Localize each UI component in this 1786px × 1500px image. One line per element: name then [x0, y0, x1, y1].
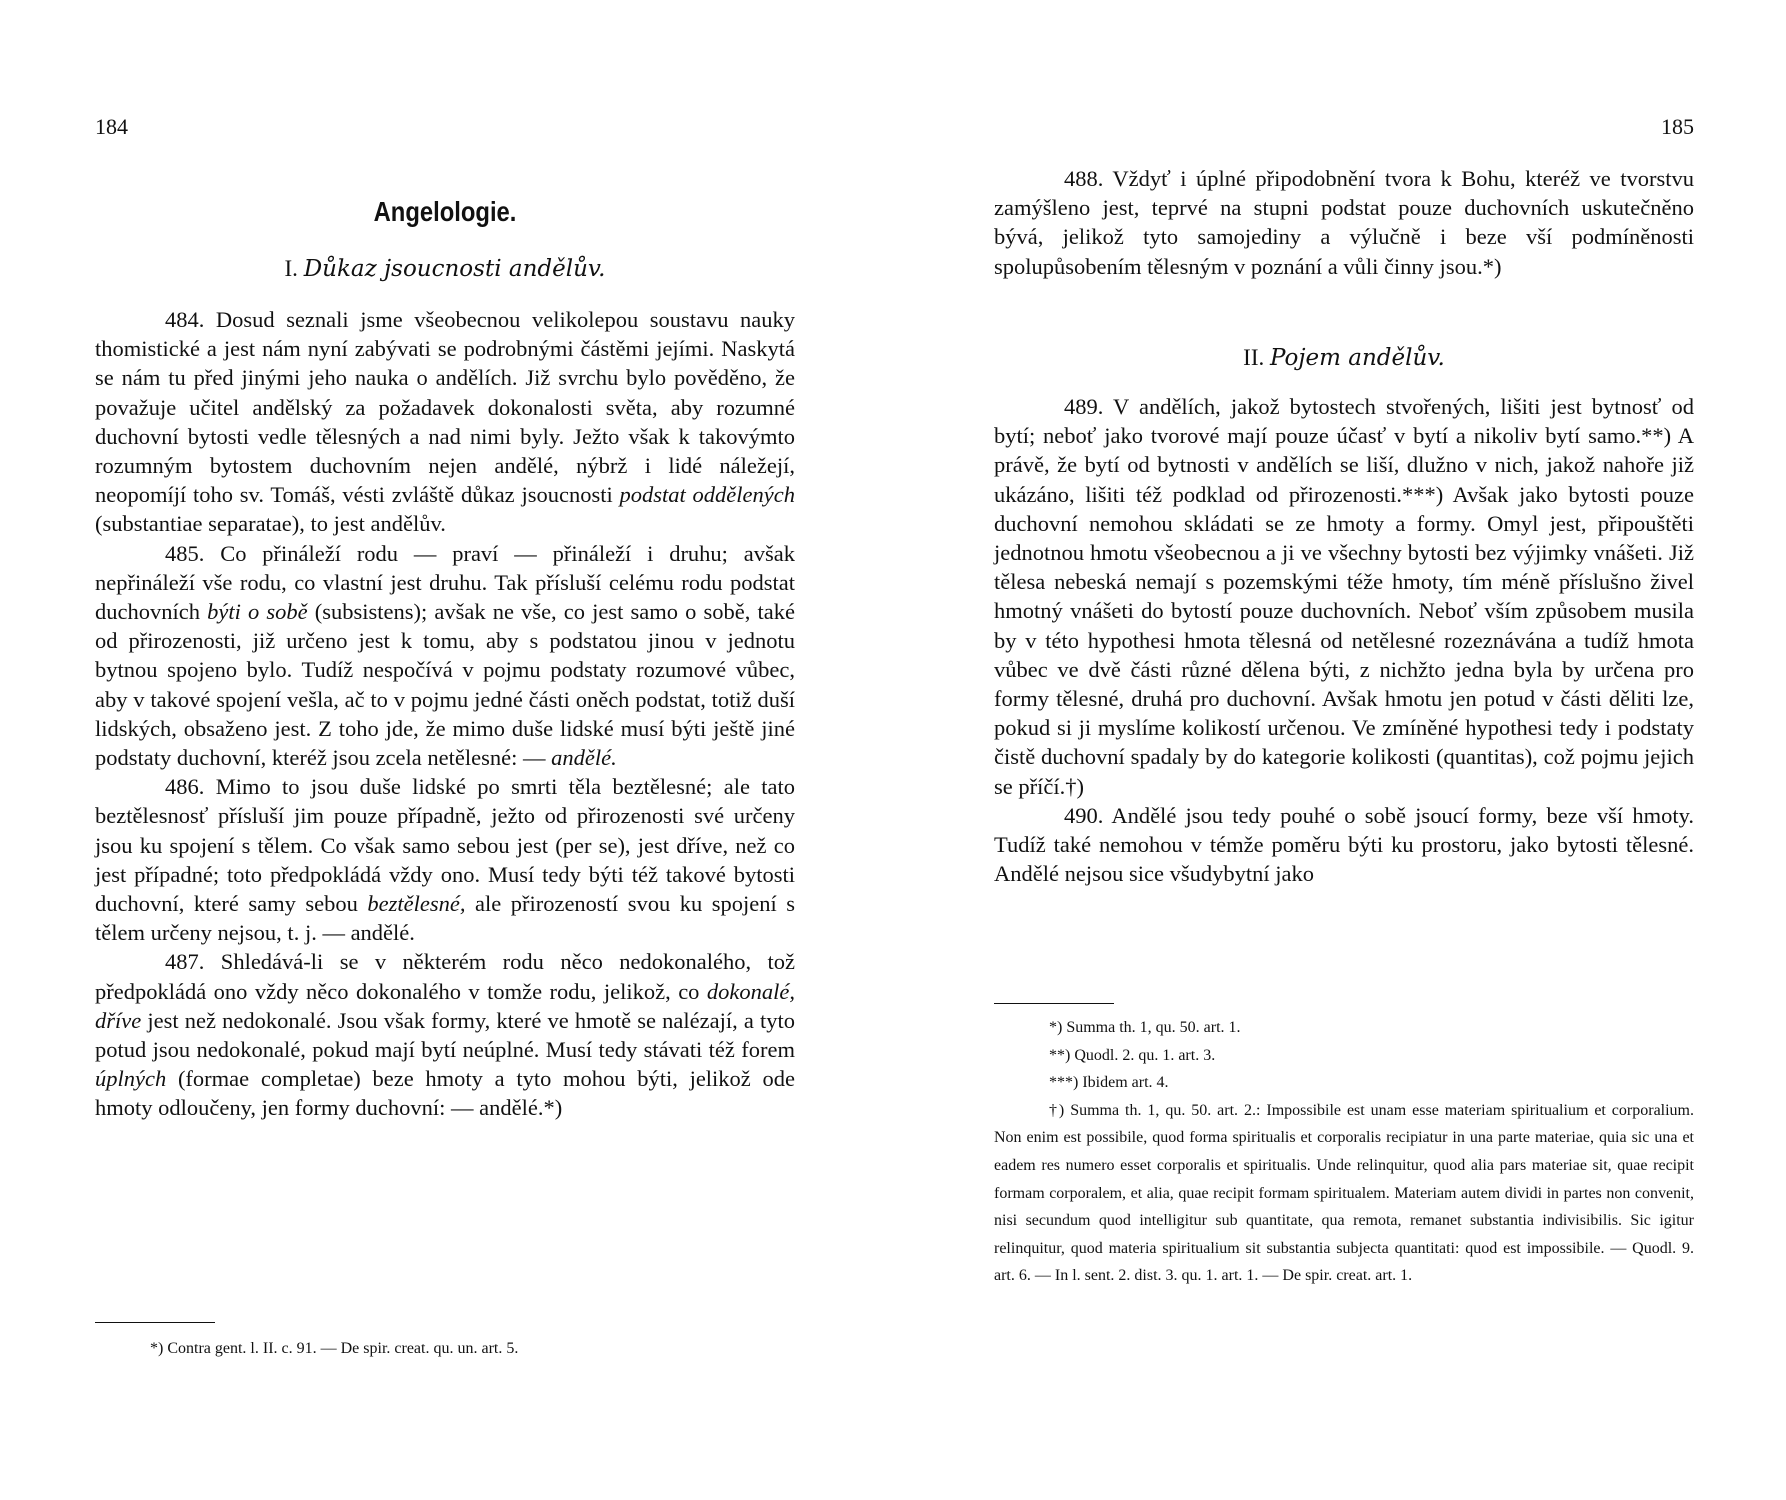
- text-run: 488. Vždyť i úplné připodobnění tvora k Bohu, kteréž ve tvorstvu zamýšleno jest, teprvé na stupni podstat pouze duchovních uskutečněno bývá, jelikož tyto samojediny a výlučně i beze vší podmíněnosti spolupůsobením tělesným v poznání a vůli činny jsou.*): [994, 166, 1694, 279]
- paragraph: [95, 947, 795, 1122]
- footnotes: [994, 1014, 1694, 1290]
- italic-text: býti o sobě: [207, 599, 308, 625]
- section-title-text: Důkaz jsoucnosti andělův.: [303, 256, 606, 282]
- text-run: 484. Dosud seznali jsme všeobecnou velikolepou soustavu nauky thomistické a jest nám nyní zabývati se podrobnými částěmi jejími. Naskytá se nám tu před jinými jeho nauka o andělích. Již svrchu bylo pověděno, že považuje učitel andělský za požadavek dokonalosti světa, aby rozumné duchovní bytosti vedle tělesných a nad nimi byly. Ježto však k takovýmto rozumným bytostem duchovním nejen andělé, nýbrž i lidé náležejí, neopomíjí toho sv. Tomáš, vésti zvláště důkaz jsoucnosti: [95, 307, 795, 508]
- footnote-rule: [95, 1322, 215, 1323]
- italic-text: dokonalé, dříve: [95, 978, 795, 1033]
- italic-text: beztělesné,: [367, 891, 466, 917]
- page-number: 184: [95, 114, 128, 139]
- text-run: (formae completae) beze hmoty a tyto mohou býti, jelikož ode hmoty odloučeny, jen formy duchovní: — andělé.*): [95, 1066, 795, 1121]
- paragraph: [95, 539, 795, 773]
- text-run: 486. Mimo to jsou duše lidské po smrti těla beztělesné; ale tato beztělesnosť přísluší jim pouze případně, ježto od přirozenosti své určeny jsou ku spojení s tělem. Co však samo sebou jest (per se), jest dříve, než co jest případné; toto předpokládá vždy ono. Musí tedy býti též takové bytosti duchovní, které samy sebou: [95, 774, 795, 917]
- footnote: **) Quodl. 2. qu. 1. art. 3.: [1049, 1046, 1216, 1064]
- section-numeral: I.: [284, 256, 298, 281]
- italic-text: podstat oddělených: [619, 482, 795, 508]
- footnote: *) Contra gent. l. II. c. 91. — De spir. creat. qu. un. art. 5.: [150, 1340, 519, 1357]
- footnote: *) Summa th. 1, qu. 50. art. 1.: [1049, 1019, 1241, 1036]
- text-run: (substantiae separatae), to jest andělův.: [95, 511, 446, 537]
- italic-text: úplných: [95, 1066, 167, 1092]
- paragraph: [994, 392, 1694, 801]
- paragraph: [95, 305, 795, 539]
- section-numeral: II.: [1243, 345, 1265, 370]
- text-run: (subsistens); avšak ne vše, co jest samo o sobě, také od přirozenosti, již určeno jest k tomu, aby s podstatou jinou v jednotu bytnou spojeno bylo. Tudíž nespočívá v pojmu podstaty rozumové vůbec, aby v takové spojení vešla, ač to v pojmu jedné části oněch podstat, totiž duší lidských, obsaženo jest. Z toho jde, že mimo duše lidské musí býti ještě jiné podstaty duchovní, kteréž jsou zcela netělesné: —: [95, 599, 795, 771]
- text-run: 490. Andělé jsou tedy pouhé o sobě jsoucí formy, beze vší hmoty. Tudíž také nemohou v témže poměru býti ku prostoru, jako bytosti tělesné. Andělé nejsou sice všudybytní jako: [994, 802, 1694, 887]
- chapter-heading: Angelologie.: [373, 196, 517, 227]
- body-text-top: [994, 164, 1694, 281]
- paragraph: [994, 164, 1694, 281]
- text-run: 487. Shledává-li se v některém rodu něco nedokonalého, tož předpokládá ono vždy něco dokonalého v tomže rodu, jelikož, co: [95, 949, 795, 1004]
- paragraph: [994, 801, 1694, 889]
- paragraph: [95, 772, 795, 947]
- footnote-rule: [994, 1003, 1114, 1004]
- body-text: [994, 392, 1694, 888]
- text-run: jest než nedokonalé. Jsou však formy, které ve hmotě se nalézají, a tyto potud jsou nedokonalé, pokud mají bytí neúplné. Musí tedy stávati též forem: [95, 1007, 795, 1063]
- section-title-text: Pojem andělův.: [1269, 345, 1445, 371]
- footnote: †) Summa th. 1, qu. 50. art. 2.: Impossibile est unam esse materiam spiritualium et corporalium. Non enim est possibile, quod forma spiritualis et corporalis recipiatur in una parte materiae, quia sic una et eadem res numero esset corporalis et spiritualis. Unde relinquitur, quod alia pars materiae sit, quae recipit formam corporalem, et alia, quae recipit formam spiritualem. Materiam autem dividi in partes non convenit, nisi secundum quod intelligitur sub quantitate, qua remota, remanet substantia indivisibilis. Sic igitur relinquitur, quod materia spiritualium sit substantia subjecta quantitati: quod est impossibile. — Quodl. 9. art. 6. — In l. sent. 2. dist. 3. qu. 1. art. 1. — De spir. creat. art. 1.: [994, 1101, 1694, 1285]
- page-number: 185: [1661, 114, 1694, 139]
- body-text: [95, 305, 795, 1123]
- footnote: ***) Ibidem art. 4.: [1049, 1074, 1169, 1092]
- section-title: [994, 345, 1694, 371]
- italic-text: andělé.: [551, 745, 617, 771]
- footnotes: [95, 1335, 795, 1363]
- text-run: ale přirozeností svou ku spojení s tělem určeny nejsou, t. j. — andělé.: [95, 891, 795, 946]
- text-run: 489. V andělích, jakož bytostech stvořených, lišiti jest bytnosť od bytí; neboť jako tvorové mají pouze účasť v bytí a nikoliv bytí samo.**) A právě, že bytí od bytnosti v andělích se liší, dlužno v nich, jakož nahoře již ukázáno, lišiti též podklad od přirozenosti.***) Avšak jako bytosti pouze duchovní nemohou skládati se ze hmoty a formy. Omyl jest, připouštěti jednotnou hmotu všeobecnou a ji ve všechny bytosti bez výjimky vnášeti. Již tělesa nebeská nemají s pozemskými téže hmoty, tím méně příslušno živel hmotný vnášeti do bytostí pouze duchovních. Neboť vším způsobem musila by v této hypothesi hmota tělesná od netělesné rozeznávána a tudíž hmota vůbec ve dvě části různé dělena býti, z nichžto jedna byla by určena pro formy tělesné, druhá pro duchovní. Avšak hmotu jen potud v části děliti lze, pokud si ji myslíme kolikostí určenou. Ve zmíněné hypothesi tedy i podstaty čistě duchovní spadaly by do kategorie kolikosti (quantitas), což pojmu jejich se příčí.†): [994, 394, 1694, 799]
- section-title: [95, 256, 795, 282]
- text-run: 485. Co přináleží rodu — praví — přináleží i druhu; avšak nepřináleží vše rodu, co vlastní jest druhu. Tak přísluší celému rodu podstat duchovních: [95, 540, 795, 625]
